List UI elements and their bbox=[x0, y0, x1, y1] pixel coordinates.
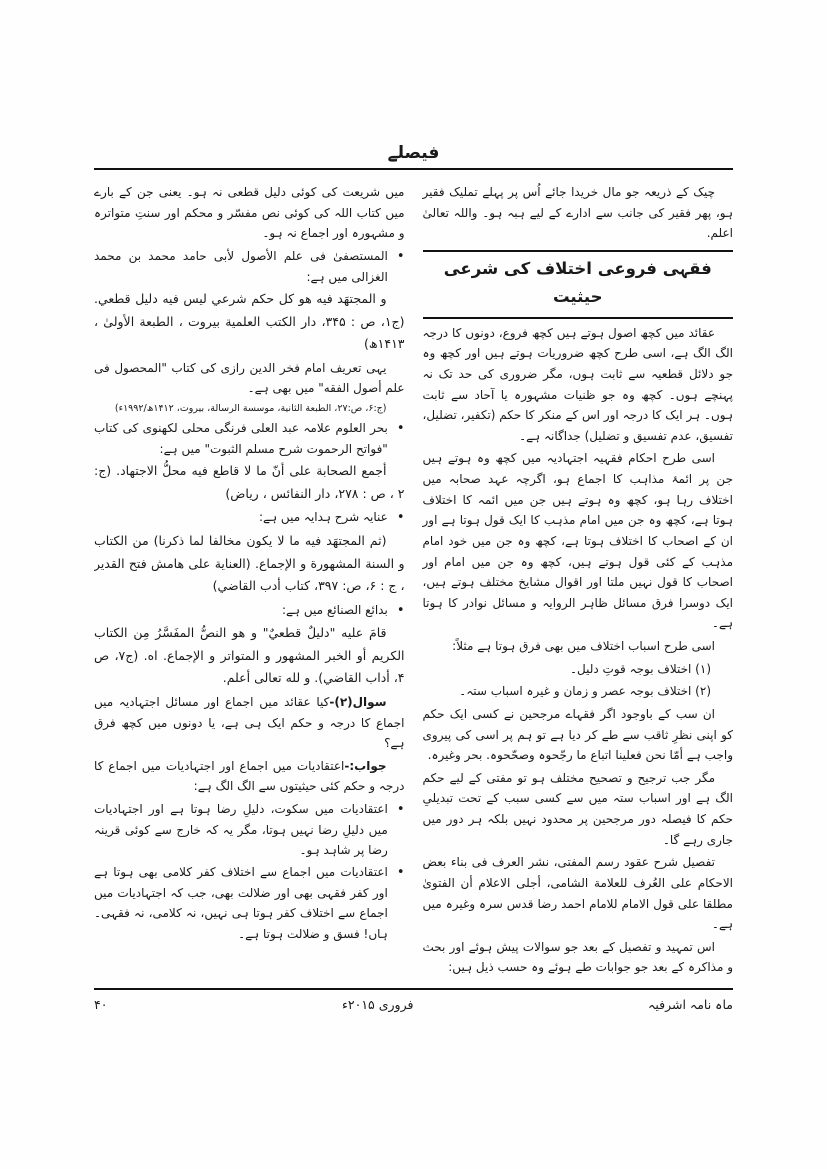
question-1 bbox=[423, 980, 734, 982]
numbered-item-1: (۱) اختلاف بوجہ قوتِ دلیل۔ bbox=[569, 661, 711, 676]
intro-paragraph: چیک کے ذریعہ جو مال خریدا جائے اُس پر پہلے تملیک فقیر ہو، پھر فقیر کی جانب سے ادارے کے لیے ہبہ ہو۔ واللہ تعالیٰ اعلم. bbox=[422, 185, 733, 241]
reference-item-4 bbox=[94, 600, 405, 622]
section-heading: فقہی فروعی اختلاف کی شرعی حیثیت bbox=[423, 250, 734, 319]
answer-2-point-1 bbox=[94, 799, 405, 861]
footer-divider bbox=[94, 988, 733, 990]
reference-item-1 bbox=[94, 246, 405, 287]
arabic-quote-4: قامَ علیه "دلیلٌ قطعيٌ" و هو النصُّ المفَسَّرُ مِن الكتاب الكریم أو الخبر المشهور و المتواتر و الإجماع. اه. (ج۷، ص ۴، أداب القاضي). و لله تعالی أعلم. bbox=[94, 625, 405, 686]
reference-item-3 bbox=[94, 507, 405, 529]
paragraph: اسی طرح احکام فقہیہ اجتہادیہ میں کچھ وہ ہوتے ہیں جن پر ائمۂ مذاہب کا اجماع ہو، اگرچہ عہد صحابہ میں اختلاف رہا ہو، کچھ وہ ہوتے ہیں جن میں ائمہ کا اختلاف ہوتا ہے، کچھ وہ جن میں امام مذہب کا ایک قول ہوتا ہے اور ان کے اصحاب کا اختلاف ہوتا ہے، کچھ وہ جن میں خود امام مذہب کے کئی قول ہوتے ہیں، کچھ وہ جن میں امام اور اصحاب کا قول نہیں ملتا اور اقوال مشایخ مختلف ہوتے ہیں، ایک دوسرا فرق مسائل ظاہر الروایہ و مسائل نوادر کا ہوتا ہے۔ bbox=[422, 451, 733, 631]
bullet-icon: • bbox=[396, 602, 405, 618]
question-2-text: کیا عقائد میں اجماع اور مسائل اجتہادیہ میں اجماع کا درجہ و حکم ایک ہی ہے، یا دونوں میں کچھ فرق ہے؟ bbox=[94, 694, 405, 751]
paragraph: اس تمہید و تفصیل کے بعد جو سوالات پیش ہوئے اور بحث و مذاکرہ کے بعد جو جوابات طے ہوئے وہ حسب ذیل ہیں: bbox=[422, 939, 733, 975]
paragraph: اسی طرح اسباب اختلاف میں بھی فرق ہوتا ہے مثلاً: bbox=[452, 639, 715, 653]
reference-1-title: المستصفیٰ فی علم الأصول لأبی حامد محمد بن محمد الغزالی میں ہے: bbox=[94, 248, 388, 284]
left-column bbox=[94, 182, 405, 982]
answer-2-point-2 bbox=[94, 862, 405, 945]
right-column bbox=[423, 182, 734, 982]
bullet-icon: • bbox=[396, 510, 405, 526]
paragraph: مگر جب ترجیح و تصحیح مختلف ہو تو مفتی کے لیے حکم الگ ہے اور اسباب ستہ میں سے کسی سبب کے تحت تبدیلیِ حکم کا فیصلہ دور مرجحین پر محدود نہیں بلکہ ہر دور میں جاری رہے گا۔ bbox=[422, 770, 733, 847]
question-2-label: سوال(۲)- bbox=[329, 694, 387, 709]
reference-2-title: بحر العلوم علامہ عبد العلی فرنگی محلی لکھنوی کی کتاب "فواتح الرحموت شرح مسلم الثبوت" میں ہے: bbox=[94, 421, 388, 456]
reference-1-note: یہی تعریف امام فخر الدین رازی کی کتاب "المحصول فی علم أصول الفقه" میں بھی ہے۔ bbox=[94, 360, 405, 396]
footer-page-number: ۴۰ bbox=[94, 997, 108, 1012]
continuation-paragraph: میں شریعت کی کوئی دلیل قطعی نہ ہو۔ یعنی جن کے بارے میں کتاب اللہ کی کوئی نص مفسّر و محکم اور سنتِ متواترہ و مشہورہ اور اجماع نہ ہو۔ bbox=[94, 185, 405, 241]
question-2 bbox=[94, 692, 405, 754]
bullet-icon: • bbox=[396, 421, 405, 437]
bullet-icon: • bbox=[396, 248, 405, 264]
paragraph: ان سب کے باوجود اگر فقہاے مرجحین نے کسی ایک حکم کو اپنی نظرِ ثاقب سے طے کر دیا ہے تو ہم پر اسی کی پیروی واجب ہے أمّا نحن فعلینا اتباع ما رجّحوہ وصحّحوہ. بحر وغیرہ. bbox=[422, 706, 733, 763]
article-columns bbox=[94, 182, 733, 982]
answer-2-label: جواب:- bbox=[344, 758, 387, 773]
reference-3-title: عنایہ شرح ہدایہ میں ہے: bbox=[259, 510, 388, 525]
arabic-quote-1: و المجتهَد فیه هو كل حكم شرعي لیس فیه دلیل قطعي. (ج۱، ص : ۳۴۵، دار الكتب العلمیة بیروت ، الطبعة الأولیٰ ، ۱۴۱۳ھ) bbox=[94, 291, 405, 352]
answer-2-text: اعتقادیات میں اجماع اور اجتہادیات میں اجماع کا درجہ و حکم کئی حیثیتوں سے الگ الگ ہے: bbox=[94, 758, 405, 794]
numbered-item-2: (۲) اختلاف بوجہ عصر و زمان و غیرہ اسباب ستہ۔ bbox=[459, 684, 711, 699]
page-header-title: فیصلے bbox=[94, 142, 733, 170]
paragraph: تفصیل شرح عقود رسم المفتی، نشر العرف فی بناء بعض الاحکام علی العُرف للعلامة الشامی، أجلی الاعلام أن الفتویٰ مطلقا علی قول الامام للامام احمد رضا قدس سرہ وغیرہ میں ہے۔ bbox=[422, 855, 733, 932]
reference-1-citation: (ج:۶، ص:۲۷، الطبعة الثانیة، موسسة الرسالة، بیروت، ۱۴۱۲ھ/۱۹۹۲ء) bbox=[114, 402, 387, 414]
arabic-quote-3: (ثم المجتهَد فیه ما لا یكون مخالفا لما ذكرنا) من الكتاب و السنة المشهورة و الإجماع. (العنایة علی هامش فتح القدیر ، ج : ۶، ص: ۳۹۷، كتاب أدب القاضي) bbox=[94, 533, 405, 594]
footer-issue-date: فروری ۲۰۱۵ء bbox=[342, 997, 414, 1012]
answer-2-point-2-text: اعتقادیات میں اجماع سے اختلاف کفر کلامی بھی ہوتا ہے اور کفر فقہی بھی اور ضلالت بھی، جب کہ اجتہادیات میں اجماع سے اختلاف کفر ہوتا ہی نہیں، نہ کلامی، نہ فقہی۔ ہاں! فسق و ضلالت ہوتا ہے۔ bbox=[94, 864, 388, 941]
page-footer bbox=[94, 997, 733, 1012]
reference-4-title: بدائع الصنائع میں ہے: bbox=[281, 602, 388, 617]
arabic-quote-2: أجمع الصحابة علی أنّ ما لا قاطع فیه محلُّ الاجتهاد. (ج: ۲ ، ص : ۲۷۸، دار النفائس ، ریاض) bbox=[94, 463, 405, 501]
footer-magazine-name: ماہ نامہ اشرفیہ bbox=[648, 997, 733, 1012]
answer-2-point-1-text: اعتقادیات میں سکوت، دلیلِ رضا ہوتا ہے اور اجتہادیات میں دلیلِ رضا نہیں ہوتا، مگر یہ کہ خارج سے کوئی قرینہ رضا پر شاہد ہو۔ bbox=[94, 802, 388, 858]
bullet-icon: • bbox=[396, 864, 405, 880]
paragraph: عقائد میں کچھ اصول ہوتے ہیں کچھ فروع، دونوں کا درجہ الگ الگ ہے، اسی طرح کچھ ضروریات ہوتے ہیں اور کچھ وہ جو دلائل قطعیہ سے ثابت ہوں، مگر ضروری کی حد تک نہ پہنچے ہوں۔ کچھ وہ جو ظنیات مشہورہ یا آحاد سے ثابت ہوں۔ ہر ایک کا درجہ اور اس کے منکر کا حکم (تکفیر، تضلیل، تفسیق، عدم تفسیق و تضلیل) جداگانہ ہے۔ bbox=[422, 325, 733, 443]
bullet-icon: • bbox=[396, 802, 405, 818]
answer-2 bbox=[94, 756, 405, 797]
reference-item-2 bbox=[94, 418, 405, 459]
